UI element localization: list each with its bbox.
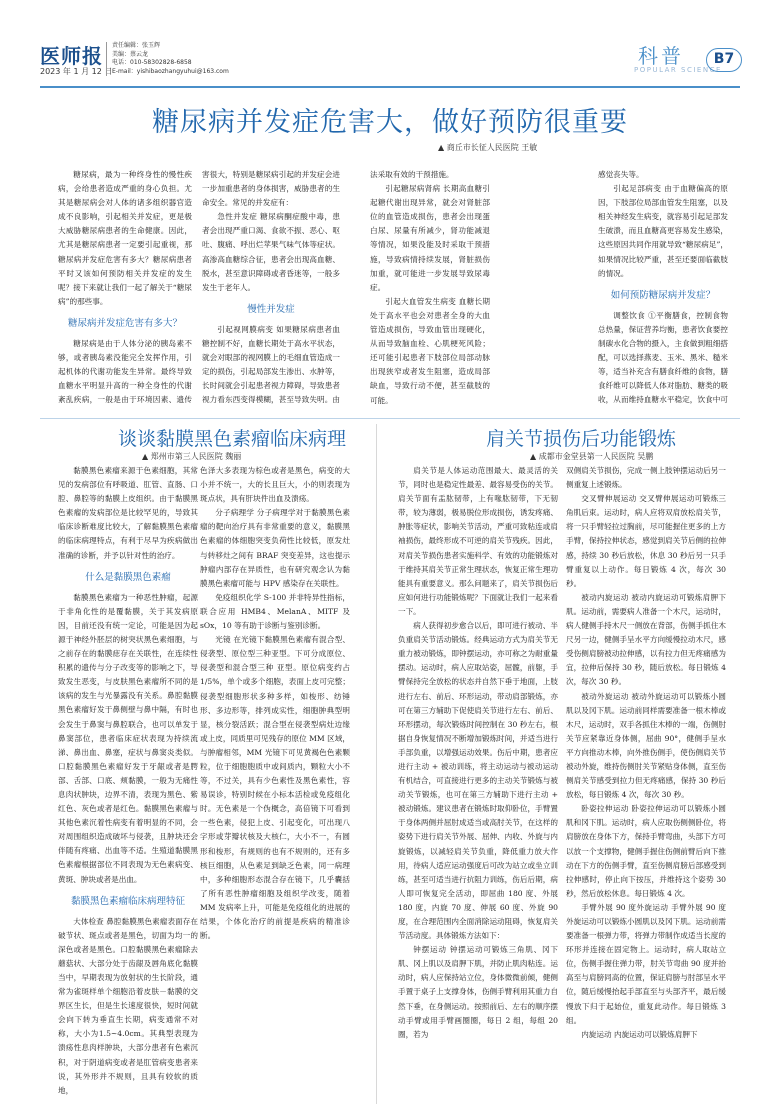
issue-date: 2023 年 1 月 12 日 <box>40 67 113 76</box>
paragraph: 被动内旋运动 被动内旋运动可锻炼肩胛下肌。运动前，需要病人准备一个木尺，运动时，病人健侧手持木尺一侧放在背部，伤侧手抓住木尺另一边，健侧手呈水平方向缓慢拉动木尺，感受伤侧肩膀被动拉伸感，以有拉力但无疼痛感为宜，拉伸后保持 30 秒，随后放松。每日锻炼 4 次，每次 30 秒。 <box>566 592 726 687</box>
paragraph: 双侧肩关节损伤，完成一侧上肢钟摆运动后另一侧重复上述锻炼。 <box>566 466 726 490</box>
paragraph: 引起糖尿病肾病 长期高血糖引起糖代谢出现异常，就会对肾脏部位的血管造成损伤，患者会出现蛋白尿、尿量有所减少，肾功能减退等情况，如果没能及时采取干预措施，导致病情持续发展，肾脏损伤加重，就可能进一步发展导致尿毒症。 <box>370 184 490 292</box>
paragraph: 感觉丧失等。 <box>598 170 644 179</box>
paragraph: 肩关节是人体运动范围最大、最灵活的关节，同时也是稳定性最差、最容易受伤的关节。肩关节面有盂肱韧带，上有喙肱韧带，下无韧带，较为薄弱，极易脱位形成损伤，诱发疼痛、肿胀等症状，影响关节活动，严重可致粘连或肩袖损伤，最终形成不可逆的肩关节残疾。因此，对肩关节损伤患者实施科学、有效的功能锻炼对于维持其肩关节正常生理状态，恢复正常生理功能具有重要意义。那么问题来了，肩关节损伤后应如何进行功能锻炼呢？下面就让我们一起来看一下。 <box>398 466 558 616</box>
paragraph: 内旋运动 内旋运动可以锻炼肩胛下 <box>581 1029 698 1039</box>
left-article-column-1 <box>58 464 198 1104</box>
paragraph: 害很大，特别是糖尿病引起的并发症会进一步加重患者的身体损害，威胁患者的生命安全。常见的并发症有： <box>202 170 340 208</box>
paragraph: 光镜 在光镜下黏膜黑色素瘤有混合型、侵袭型、原位型三种亚型。下可分成原位、侵袭型和混合型三种 亚型。原位病变约占 1/5%，单个或多个细胞，表面上皮可完整；侵袭型细胞形状多种多样，如梭形、纺锤形、多边形等，排列成实性，细胞肿典型明显，核分裂活跃；混合型在侵袭型病灶边缘或上皮，同质里可见残存的原位 MM 区域，与肿瘤相邻，MM 光镜下可见黄褐色色素颗粒，位于细胞胞质中或间质内，颗粒大小不等，不过关，具有少色素性及黑色素性，容易误诊，特别时候在小标本活检或免疫组化时。无色素是一个伪概念，高倍镜下可看到一些色素，侵犯上皮、引起变化，可出现八字形或芽瓣状核及大核仁，大小不一，有圆形和梭形，有规则的也有不规则的，还有多核巨细胞，从色素足到缺乏色素，同一病理中，多种细胞形态混合存在镜下，几乎囊括了所有恶性肿瘤细胞及组织学改变，随着 MM 发病率上升，可能是免疫组化的进展的结果，个体化治疗的前提是疾病的精准诊断。 <box>200 635 350 941</box>
editor-info <box>106 42 229 76</box>
paragraph: 色泽大多表现为棕色或者是黑色，病变的大小并不统一，大的长且巨大，小的则表现为斑点状，具有肝块件出血及溃疡。 <box>200 466 350 504</box>
paragraph: 黏膜黑色素瘤来源于色素细胞，其常见的发病部位有呼吸道、肛管、直肠、口腔、鼻腔等的黏膜上皮组织。由于黏膜黑色素瘤的发病部位是比较罕见的，导致其临床诊断难度比较大，了解黏膜黑色素瘤的临床病理特点，有利于尽早为疾病做出准确的诊断，并予以针对性的治疗。 <box>58 466 198 560</box>
top-article-column-2 <box>202 168 340 408</box>
paragraph: 被动外旋运动 被动外旋运动可以锻炼小圆肌以及冈下肌。运动前同样需要准备一根木棒或木尺，运动时，双手各抓住木棒的一端，伤侧肘关节应紧靠近身体侧，屈曲 90°，健侧手呈水平方向推动木棒，向外推伤侧手，使伤侧肩关节被动外旋，维持伤侧肘关节紧贴身体侧，直至伤侧肩关节感受到拉力但无疼痛感，保持 30 秒后放松，每日锻炼 4 次，每次 30 秒。 <box>566 691 726 800</box>
masthead <box>40 40 740 80</box>
paragraph: 大体检查 鼻腔黏膜黑色素瘤表面存在破节状、斑点或者是黑色，切面为均一的深色或者是黑色。口腔黏膜黑色素瘤除去蘑菇状、大部分处于齿龈及唇角底化黏膜当中，早期表现为放射状的生长阶段，通常为雀斑样单个细胞沿着皮肤－黏膜的交界区生长，但是生长速度很快，短时间就会向下转为垂直生长期，病变通常不对称，大小为1.5~4.0cm。其典型表现为溃疡性息肉样肿块，大部分患者有色素沉积，对于阴道病变或者是肛管病变患者来说，其外形并不规则，且具有较软的质地， <box>58 916 198 1095</box>
right-article-column-1 <box>398 464 558 1104</box>
section-subhead: 慢性并发症 <box>247 303 295 315</box>
left-article-byline: ▲ 郑州市第三人民医院 魏丽 <box>142 452 242 461</box>
page-number: B7 <box>706 48 742 72</box>
header-rule <box>40 86 740 88</box>
editor-line: 电话：010-58302828-6858 <box>112 59 192 67</box>
paragraph: 分子病理学 分子病理学对于黏膜黑色素瘤的靶向治疗具有非常重要的意义，黏膜黑色素瘤的体细胞突变负荷性比较低，原发灶与转移灶之间有 BRAF 突变差异，这也提示肿瘤内部存在异质性，也有研究观念认为黏膜黑色素瘤可能与 HPV 感染存在关联性。 <box>200 508 350 588</box>
right-article-column-2 <box>566 464 726 1104</box>
section-subhead: 什么是黏膜黑色素瘤 <box>85 571 171 583</box>
editor-line: 责任编辑：张玉辉 <box>112 42 161 49</box>
editor-line: E-mail：yishibaozhangyuhui@163.com <box>112 67 229 75</box>
section-divider <box>40 418 740 419</box>
left-article-column-2 <box>200 464 350 1104</box>
paragraph: 病人获得初步愈合以后，即可进行被动、半负重肩关节活动锻炼。经典运动方式为肩关节无重力被动锻炼，即钟摆运动，亦可称之为耐重量摆动。运动时，病人应取站姿，屈髋，前躯，手臂保持完全放松的状态并自然下垂于地面，上肢进行左右、前后、环形运动，带动肩部锻炼，亦可在第三方辅助下促使肩关节进行左右、前后、环形摆动，每次锻炼时间控制在 30 秒左右，根据自身恢复情况不断增加锻炼时间，并适当进行手部负重，以增强运动效果。伤后中期，患者应进行主动 + 被动训练，将主动运动与被动运动有机结合，可直接进行更多的主动关节锻炼与被动关节锻炼，也可在第三方辅助下进行主动 + 被动锻炼。建议患者在锻炼时取仰卧位，手臂置于身体两侧并屈肘成适当或高肘关节，在这样的姿势下进行肩关节外展、屈伸、内收、外旋与内旋锻炼，以减轻肩关节负重，降低重力放大作用，待病人适应运动强度后可改为站立或坐立训练，甚至可适当进行抗阻力训练，伤后后期，病人即可恢复完全活动，即屈曲 180 度、外展 180 度，内旋 70 度、伸展 60 度、外旋 90 度，在合理范围内全面消除运动阻碍，恢复肩关节活动度。具体锻炼方法如下： <box>398 621 558 941</box>
section-name: 科普 <box>638 44 684 68</box>
paragraph: 手臂外展 90 度外旋运动 手臂外展 90 度外旋运动可以锻炼小圆肌以及冈下肌。运动前需要准备一根弹力带，将弹力带制作成适当长度的环形并连接在固定物上。运动时，病人取站立位，伤侧手握住弹力带，肘关节弯曲 90 度并抬高至与肩膀同高的位置，保证肩膀与肘部呈水平位，随后缓慢抬起手部直至与头部齐平，最后缓慢放下归于起始位，重复此动作。每日锻炼 3 组。 <box>566 902 726 1025</box>
right-article-title: 肩关节损伤后功能锻炼 <box>486 428 677 450</box>
paragraph: 急性并发症 糖尿病酮症酸中毒，患者会出现严重口渴、食欲不振、恶心、呕吐、腹痛、呼出烂苹果气味气体等症状。高渗高血糖综合征，患者会出现高血糖、脱水，甚至意识障碍或者昏迷等，一般多发生于老年人。 <box>202 212 340 292</box>
top-article-column-1 <box>58 168 192 408</box>
paragraph: 卧姿拉伸运动 卧姿拉伸运动可以锻炼小圆肌和冈下肌。运动时，病人应取伤侧侧卧位，将肩膀放在身体下方，保持手臂弯曲，头部下方可以放一个支撑物，健侧手握住伤侧前臂后向下推动在下方的伤侧手臂，直至伤侧肩膀后部感受到拉伸感时，停止向下按压，并维持这个姿势 30 秒，然后放松休息。每日锻炼 4 次。 <box>566 804 726 898</box>
column-divider <box>376 424 377 1104</box>
paragraph: 引起足部病变 由于血糖偏高的原因，下肢部位局部血管发生阻塞，以及相关神经发生病变，就容易引起足部发生破溃，而且血糖高更容易发生感染，这些原因共同作用就导致“糖尿病足”，如果情况比较严重，甚至还要面临截肢的情况。 <box>598 184 728 278</box>
newspaper-logo: 医师报 <box>40 44 103 68</box>
paragraph: 调整饮食 ①平衡膳食，控制食物总热量，保证营养均衡，患者饮食要控制碳水化合物的摄入，主食做到粗细搭配，可以选择燕麦、玉米、黑米、糙米等，适当补充含有膳食纤维的食物，膳食纤维可以降低人体对脂肪、糖类的吸收，从而维持血糖水平稳定，饮食中可 <box>598 310 728 405</box>
paragraph: 引起视网膜病变 如果糖尿病患者血糖控制不好，血糖长期处于高水平状态，就会对眼部的视网膜上的毛细血管造成一定的损伤，引起局部发生渗出、水肿等，长时间就会引起患者视力障碍，导致患者视力看东西变得模糊，甚至导致失明。由 <box>202 324 340 405</box>
right-article-byline: ▲ 成都市金堂县第一人民医院 吴鹏 <box>530 452 654 461</box>
paragraph: 黏膜黑色素瘤为一种恶性肿瘤，起源于非角化性的是覆黏膜，关于其发病原因，目前还没有统一定论，可能是因为起源于神经外胚层的树突状黑色素细胞，与之前存在的黏膜痣存在关联性，在连续性积累的遗传与分子改变等的影响之下，导致发生恶变，与皮肤黑色素瘤所不同的是该病的发生与光暴露没有关系。鼻腔黏膜黑色素瘤好发于鼻侧壁与鼻中隔，有时也会发生于鼻窦与鼻腔联合，也可以单发于鼻窦部位，患者临床症状表现为持续流涕、鼻出血、鼻塞，症状与鼻窦炎类似。口腔黏膜黑色素瘤好发于牙龈或者是腭部、舌部、口底、颊黏膜，一般为无痛性息肉状肿块，边界不清，表现为黑色、紫红色、灰色或者是红色。黏膜黑色素瘤与其他色素沉着性病变有着明显的不同，会对周围组织造成破坏与侵袭，且肿块还会伴随有疼痛、出血等不适。生殖道黏膜黑色素瘤根据部位不同表现为无色素病变、黄斑、肿块或者是出血。 <box>58 592 198 884</box>
paragraph: 引起大血管发生病变 血糖长期处于高水平也会对患者全身的大血管造成损伤，导致血管出现硬化，从而导致脑血栓、心肌梗死风险；还可能引起患者下肢部位局部动脉出现狭窄或者发生阻塞，造成局部缺血，导致行动不便，甚至截肢的可能。 <box>370 296 490 405</box>
top-article-column-3 <box>370 168 490 408</box>
section-subhead: 黏膜黑色素瘤临床病理特征 <box>70 895 185 907</box>
editor-line: 美编：蔡云龙 <box>112 50 149 58</box>
top-article-column-4 <box>598 168 728 408</box>
paragraph: 钟摆运动 钟摆运动可锻炼三角肌、冈下肌、冈上肌以及肩胛下肌，并防止肌肉粘连。运动时，病人应保持站立位，身体微微前倾，健侧手置于桌子上支撑身体，伤侧手臂利用其重力自然下垂，在身侧运动。按照前后、左右的顺序摆动手臂或用手臂画圈圈，每日 2 组，每组 20 圈，若为 <box>398 945 558 1039</box>
paragraph: 糖尿病是由于人体分泌的胰岛素不够，或者胰岛素没能完全发挥作用，引起机体的代谢功能发生异常。最终导致血糖水平明显升高的一种全身性的代谢紊乱疾病，一般是由于环境因素、遗传 <box>58 338 192 405</box>
section-name-en: POPULAR SCIENCE <box>634 66 722 74</box>
section-subhead: 如何预防糖尿病并发症？ <box>610 289 716 301</box>
left-article-title: 谈谈黏膜黑色素瘤临床病理 <box>118 428 347 450</box>
section-subhead: 糖尿病并发症危害有多大？ <box>67 317 182 329</box>
paragraph: 法采取有效的干预措施。 <box>370 170 454 179</box>
paragraph: 免疫组织化学 S-100 并非特异性指标，联合应用 HMB4、MelanA、MITF 及 sOx，10 等有助于诊断与鉴别诊断。 <box>200 592 350 631</box>
top-article-title: 糖尿病并发症危害大，做好预防很重要 <box>152 107 628 138</box>
top-article-byline: ▲ 商丘市长征人民医院 王敏 <box>438 143 538 152</box>
paragraph: 糖尿病，最为一种终身性的慢性疾病，会给患者造成严重的身心负担。尤其是糖尿病会对人体的诸多组织器官造成不良影响，引起相关并发症，更是极大威胁糖尿病患者的生命健康。因此，尤其是糖尿病患者一定要引起重视，那糖尿病并发症危害有多大？糖尿病患者平时又该如何预防相关并发症的发生呢？接下来就让我们一起了解关于“糖尿病”的那些事。 <box>58 170 192 306</box>
paragraph: 交叉臂伸展运动 交叉臂伸展运动可锻炼三角肌后束。运动时，病人应将双肩放松肩关节，将一只手臂轻拉过胸前，尽可能握住更多的上方手臂，保持拉伸状态，感觉到肩关节后侧的拉伸感，持续 30 秒后放松，休息 30 秒后另一只手臂重复以上动作。每日锻炼 4 次，每次 30 秒。 <box>566 494 726 588</box>
